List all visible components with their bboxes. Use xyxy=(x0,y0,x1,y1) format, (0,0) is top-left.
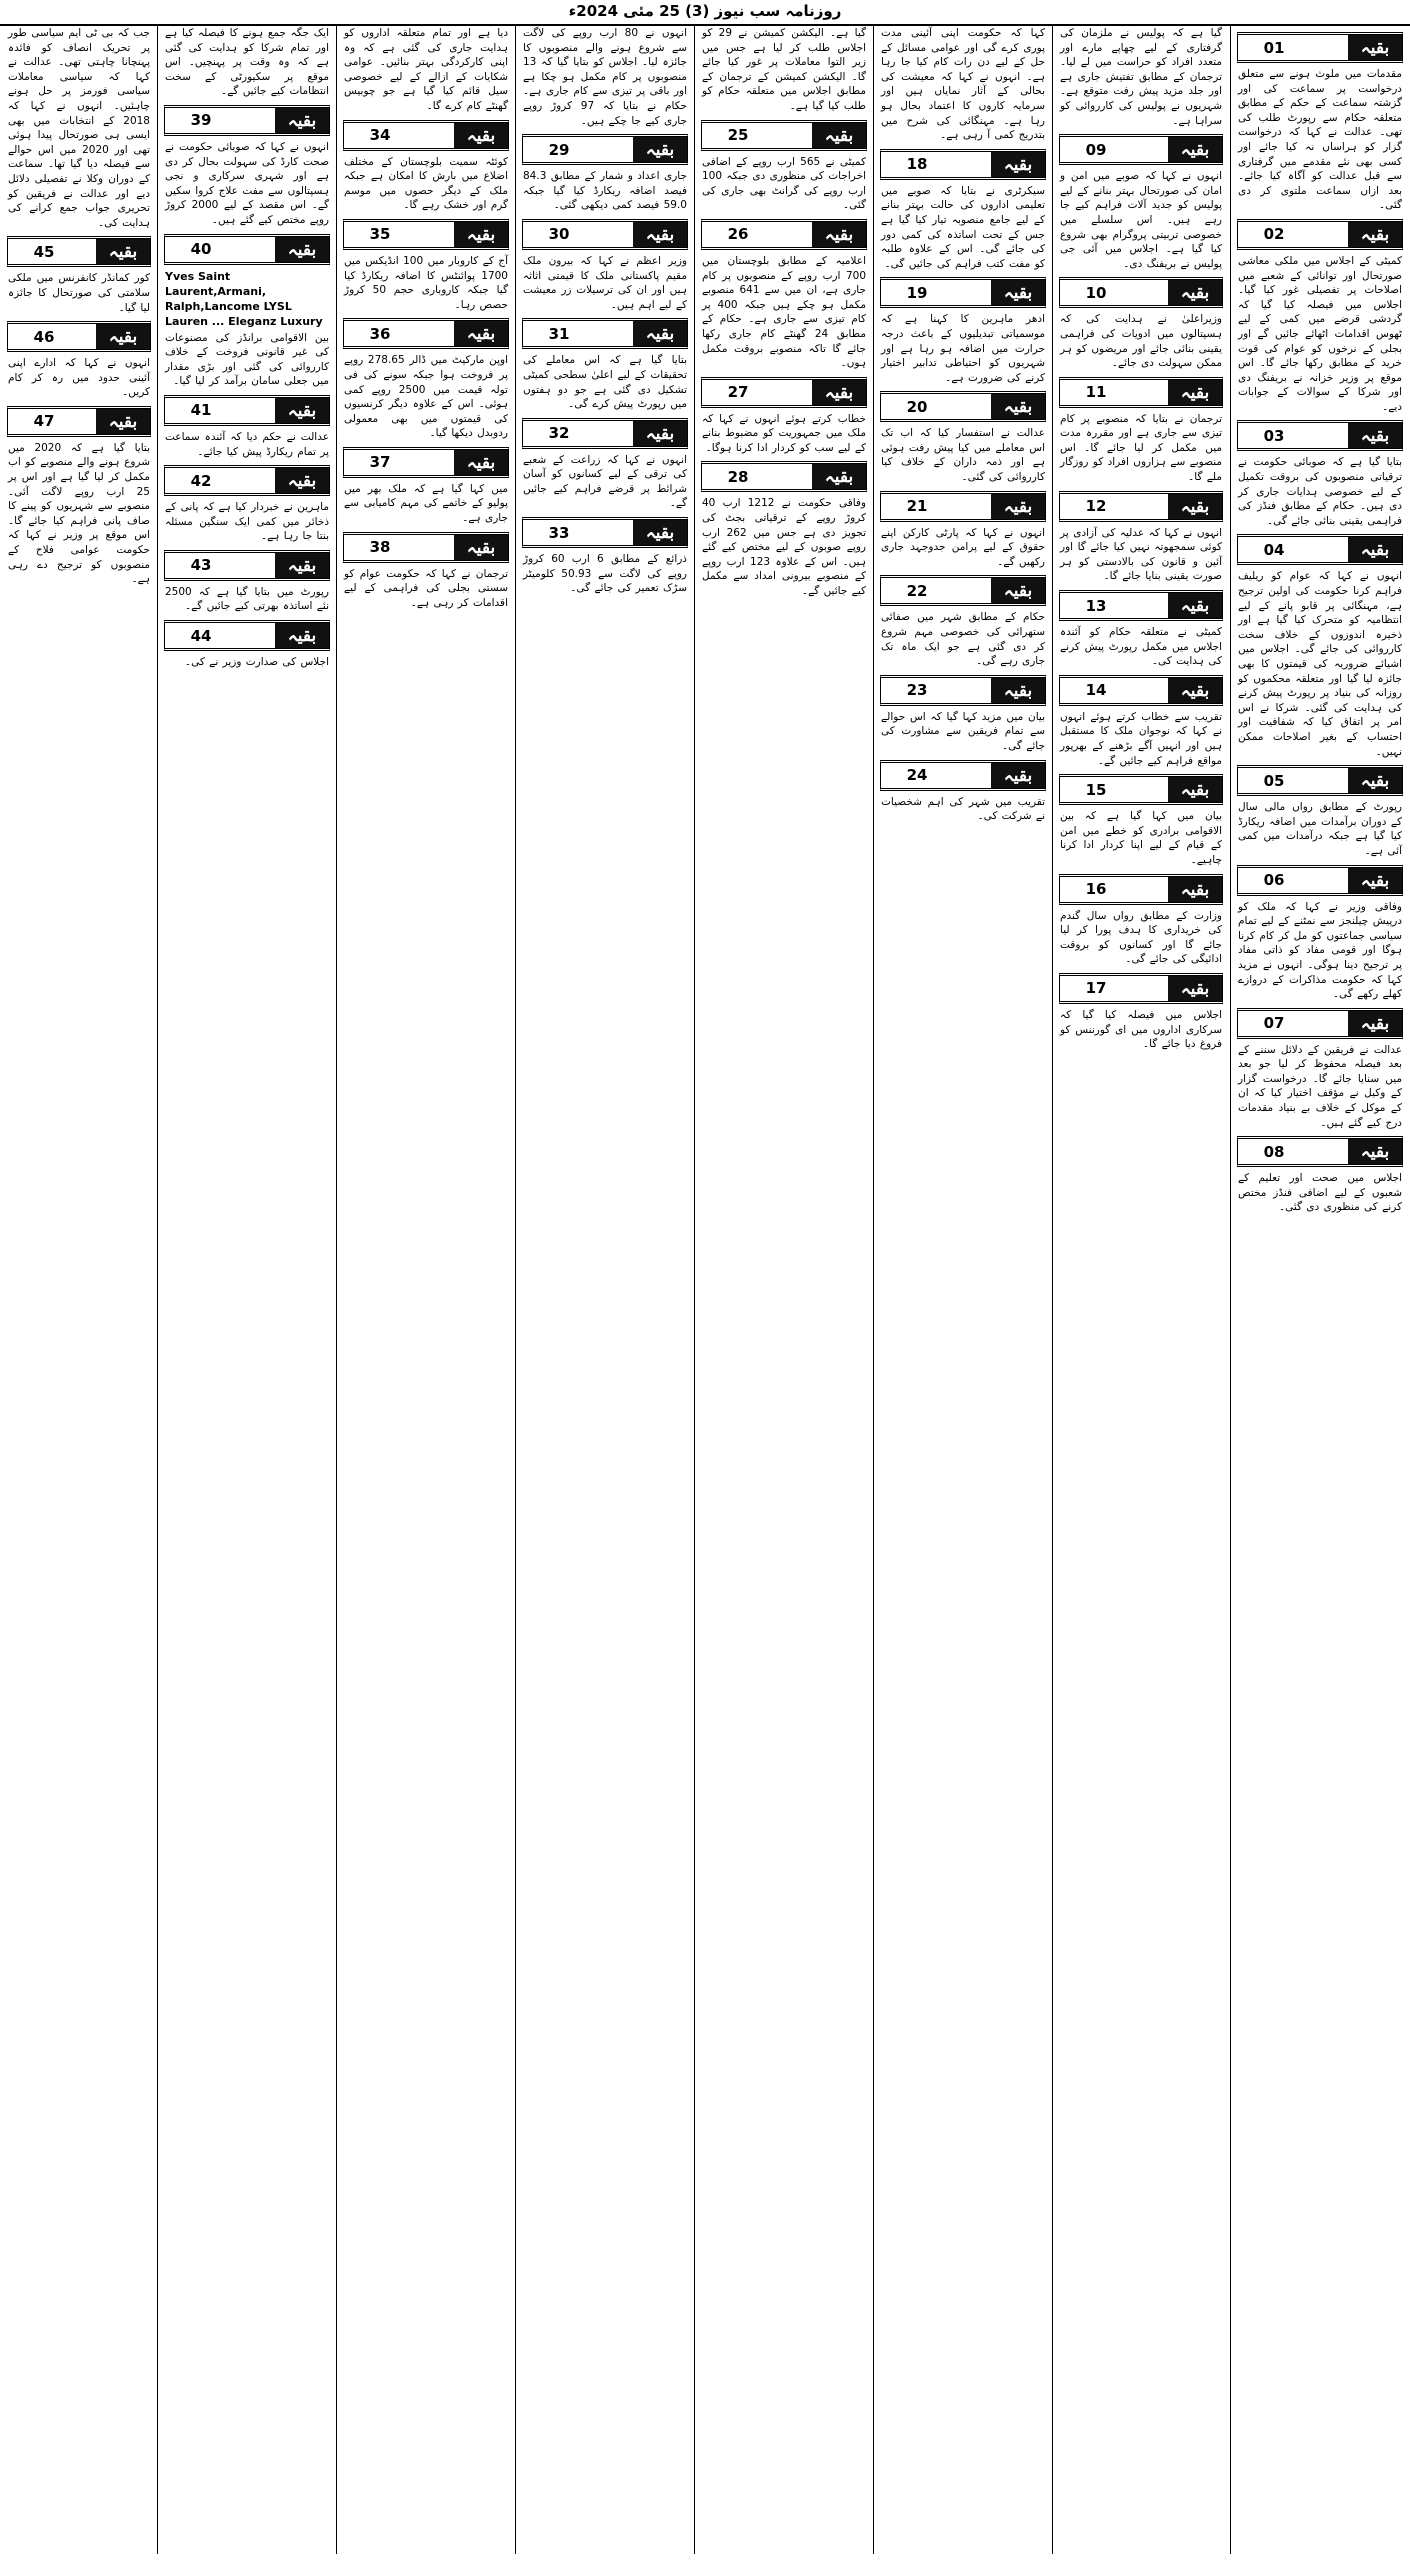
continuation-tag xyxy=(7,236,151,267)
continuation-label: بقیہ xyxy=(275,237,329,262)
article-text: جاری اعداد و شمار کے مطابق 84.3 فیصد اضافہ ریکارڈ کیا گیا جبکہ 59.0 فیصد کمی دیکھی گئی۔ xyxy=(523,170,687,212)
continuation-number: 31 xyxy=(548,324,570,343)
article-text: وفاقی وزیر نے کہا کہ ملک کو درپیش چیلنجز سے نمٹنے کے لیے تمام سیاسی جماعتوں کو مل کر کام کرنا ہوگا اور قومی مفاد کو ذاتی مفاد پر ترجیح دینا ہوگی۔ انہوں نے مزید کہا کہ حکومت مذاکرات کے دروازے کھلے رکھے گی۔ xyxy=(1238,900,1402,1001)
continuation-label: بقیہ xyxy=(991,678,1045,703)
article-text: وزارت کے مطابق رواں سال گندم کی خریداری کا ہدف پورا کر لیا جائے گا اور کسانوں کو بروقت ادائیگی کی جائے گی۔ xyxy=(1060,909,1222,966)
continuation-tag xyxy=(1237,32,1403,63)
continuation-tag xyxy=(1059,973,1223,1004)
article-text: سیکرٹری نے بتایا کہ صوبے میں تعلیمی اداروں کی حالت بہتر بنانے کے لیے جامع منصوبہ تیار کیا گیا ہے جس کے تحت اساتذہ کی کمی دور کی جائے گی۔ اس کے علاوہ طلبہ کو مفت کتب فراہم کی جائیں گی۔ xyxy=(881,184,1045,270)
continuation-tag xyxy=(164,234,330,265)
article-text: عدالت نے فریقین کے دلائل سننے کے بعد فیصلہ محفوظ کر لیا جو بعد میں سنایا جائے گا۔ درخواست گزار کے وکیل نے مؤقف اختیار کیا کہ ان کے موکل کے خلاف بے بنیاد مقدمات درج کیے گئے ہیں۔ xyxy=(1238,1043,1402,1129)
column-8 xyxy=(4,26,154,2554)
column-2 xyxy=(1056,26,1226,2554)
article-text: ذرائع کے مطابق 6 ارب 60 کروڑ روپے کی لاگت سے 50.93 کلومیٹر سڑک تعمیر کی جائے گی۔ xyxy=(523,553,687,595)
continuation-tag xyxy=(1059,675,1223,706)
column-divider xyxy=(873,26,874,2554)
continuation-label: بقیہ xyxy=(633,222,687,247)
continuation-number: 09 xyxy=(1085,140,1107,159)
continuation-number: 37 xyxy=(369,453,391,472)
continuation-tag xyxy=(522,318,688,349)
continuation-label: بقیہ xyxy=(96,409,150,434)
continuation-label: بقیہ xyxy=(1348,1139,1402,1164)
continuation-number: 15 xyxy=(1085,780,1107,799)
continuation-tag xyxy=(701,219,867,250)
article-text: کور کمانڈر کانفرنس میں ملکی سلامتی کی صورتحال کا جائزہ لیا گیا۔ xyxy=(8,272,150,314)
continuation-number: 12 xyxy=(1085,497,1107,516)
article-text: گیا ہے۔ الیکشن کمیشن نے 29 کو اجلاس طلب کر لیا ہے جس میں زیر التوا معاملات پر غور کیا جائے گا۔ الیکشن کمیشن کے ترجمان کے مطابق اجلاس میں متعلقہ حکام کو طلب کیا گیا ہے۔ xyxy=(702,27,866,112)
continuation-label: بقیہ xyxy=(454,222,508,247)
article-text: وزیراعلیٰ نے ہدایت کی کہ ہسپتالوں میں ادویات کی فراہمی یقینی بنائی جائے اور مریضوں کو ہر ممکن سہولت دی جائے۔ xyxy=(1060,313,1222,370)
continuation-tag xyxy=(880,491,1046,522)
article-text: کمیٹی کے اجلاس میں ملکی معاشی صورتحال اور توانائی کے شعبے میں اصلاحات پر تفصیلی غور کیا گیا۔ اجلاس میں فیصلہ کیا گیا کہ گردشی قرضے میں کمی کے لیے ٹھوس اقدامات اٹھائے جائیں گے اور بجلی کے نرخوں کو عوام کی قوت خرید کے مطابق رکھا جائے گا۔ اس موقع پر وزیر خزانہ نے بریفنگ دی اور شرکا کے سوالات کے جوابات دیے۔ xyxy=(1238,254,1402,413)
continuation-number: 42 xyxy=(190,471,212,490)
article-text: انہوں نے کہا کہ صوبے میں امن و امان کی صورتحال بہتر بنانے کے لیے پولیس کو جدید آلات فراہم کیے جا رہے ہیں۔ اس سلسلے میں خصوصی تربیتی پروگرام بھی شروع کیا گیا ہے۔ اجلاس میں آئی جی پولیس نے بریفنگ دی۔ xyxy=(1060,170,1222,270)
continuation-label: بقیہ xyxy=(633,321,687,346)
article-text: ترجمان نے کہا کہ حکومت عوام کو سستی بجلی کی فراہمی کے لیے اقدامات کر رہی ہے۔ xyxy=(344,567,508,609)
article-text: ایک جگہ جمع ہونے کا فیصلہ کیا ہے اور تمام شرکا کو ہدایت کی گئی ہے کہ وہ وقت پر پہنچیں۔ اس موقع پر سکیورٹی کے سخت انتظامات کیے جائیں گے۔ xyxy=(165,27,329,98)
continuation-label: بقیہ xyxy=(1168,678,1222,703)
continuation-label: بقیہ xyxy=(454,535,508,560)
article-text: ادھر ماہرین کا کہنا ہے کہ موسمیاتی تبدیلیوں کے باعث درجہ حرارت میں اضافہ ہو رہا ہے اور شہریوں کو احتیاطی تدابیر اختیار کرنے کی ضرورت ہے۔ xyxy=(881,313,1045,384)
column-4 xyxy=(698,26,870,2554)
continuation-label: بقیہ xyxy=(1348,35,1402,60)
continuation-tag xyxy=(1059,590,1223,621)
continuation-number: 45 xyxy=(33,242,55,261)
continuation-tag xyxy=(880,760,1046,791)
article-text: انہوں نے کہا کہ پارٹی کارکن اپنے حقوق کے لیے پرامن جدوجہد جاری رکھیں گے۔ xyxy=(881,526,1045,568)
continuation-number: 08 xyxy=(1263,1142,1285,1161)
column-divider xyxy=(515,26,516,2554)
continuation-label: بقیہ xyxy=(991,578,1045,603)
continuation-number: 33 xyxy=(548,523,570,542)
continuation-tag xyxy=(1237,219,1403,250)
continuation-number: 29 xyxy=(548,140,570,159)
article-text: عدالت نے استفسار کیا کہ اب تک اس معاملے میں کیا پیش رفت ہوئی ہے اور ذمہ داران کے خلاف کیا کارروائی کی گئی۔ xyxy=(881,427,1045,484)
continuation-number: 38 xyxy=(369,538,391,557)
continuation-tag xyxy=(1237,420,1403,451)
continuation-tag xyxy=(701,461,867,492)
continuation-number: 36 xyxy=(369,324,391,343)
column-divider xyxy=(694,26,695,2554)
continuation-number: 35 xyxy=(369,225,391,244)
article-text: بیان میں مزید کہا گیا کہ اس حوالے سے تمام فریقین سے مشاورت کی جائے گی۔ xyxy=(881,710,1045,752)
continuation-label: بقیہ xyxy=(96,239,150,264)
continuation-label: بقیہ xyxy=(991,494,1045,519)
article-text: آج کے کاروبار میں 100 انڈیکس میں 1700 پوائنٹس کا اضافہ ریکارڈ کیا گیا جبکہ کاروباری حجم 50 کروڑ حصص رہا۔ xyxy=(344,254,508,311)
continuation-label: بقیہ xyxy=(1168,777,1222,802)
article-text: بین الاقوامی برانڈز کی مصنوعات کی غیر قانونی فروخت کے خلاف کارروائی کی گئی اور بڑی مقدار میں جعلی سامان برآمد کر لیا گیا۔ xyxy=(165,331,329,388)
continuation-tag xyxy=(522,517,688,548)
continuation-label: بقیہ xyxy=(96,324,150,349)
continuation-label: بقیہ xyxy=(1168,593,1222,618)
continuation-number: 40 xyxy=(190,240,212,259)
column-5 xyxy=(519,26,691,2554)
continuation-number: 41 xyxy=(190,401,212,420)
continuation-label: بقیہ xyxy=(1348,1011,1402,1036)
article-text: انہوں نے کہا کہ ادارے اپنی آئینی حدود میں رہ کر کام کریں۔ xyxy=(8,357,150,399)
column-3 xyxy=(877,26,1049,2554)
continuation-number: 24 xyxy=(906,766,928,785)
continuation-label: بقیہ xyxy=(812,123,866,148)
continuation-number: 32 xyxy=(548,424,570,443)
continuation-label: بقیہ xyxy=(991,763,1045,788)
article-text: وزیر اعظم نے کہا کہ بیرون ملک مقیم پاکستانی ملک کا قیمتی اثاثہ ہیں اور ان کی ترسیلات زر معیشت کے لیے اہم ہیں۔ xyxy=(523,254,687,311)
continuation-number: 07 xyxy=(1263,1014,1285,1033)
article-text: مقدمات میں ملوث ہونے سے متعلق درخواست پر سماعت کی اور گزشتہ سماعت کے حکم کے مطابق متعلقہ حکام سے رپورٹ طلب کی تھی۔ عدالت نے کہا کہ درخواست گزار کو ہراساں نہ کیا جائے اور کسی بھی نئے مقدمے میں گرفتاری سے قبل عدالت کو آگاہ کیا جائے۔ بعد ازاں سماعت ملتوی کر دی گئی۔ xyxy=(1238,68,1402,212)
continuation-label: بقیہ xyxy=(991,394,1045,419)
column-divider xyxy=(336,26,337,2554)
article-text: بتایا گیا ہے کہ اس معاملے کی تحقیقات کے لیے اعلیٰ سطحی کمیٹی تشکیل دی گئی ہے جو دو ہفتوں میں رپورٹ پیش کرے گی۔ xyxy=(523,354,687,411)
continuation-number: 03 xyxy=(1263,426,1285,445)
article-text: ماہرین نے خبردار کیا ہے کہ پانی کے ذخائر میں کمی ایک سنگین مسئلہ بنتا جا رہا ہے۔ xyxy=(165,501,329,543)
continuation-tag xyxy=(1059,774,1223,805)
article-text: عدالت نے حکم دیا کہ آئندہ سماعت پر تمام ریکارڈ پیش کیا جائے۔ xyxy=(165,430,329,458)
continuation-number: 05 xyxy=(1263,771,1285,790)
column-6 xyxy=(340,26,512,2554)
continuation-number: 30 xyxy=(548,225,570,244)
article-text: اوپن مارکیٹ میں ڈالر 278.65 روپے پر فروخت ہوا جبکہ سونے کی فی تولہ قیمت میں 2500 روپے کمی ہوئی۔ اس کے علاوہ دیگر کرنسیوں کی قیمتوں میں بھی معمولی ردوبدل دیکھا گیا۔ xyxy=(344,354,509,440)
article-text: تقریب سے خطاب کرتے ہوئے انہوں نے کہا کہ نوجوان ملک کا مستقبل ہیں اور انہیں آگے بڑھنے کے بھرپور مواقع فراہم کیے جائیں گے۔ xyxy=(1060,710,1222,767)
continuation-number: 22 xyxy=(906,581,928,600)
continuation-number: 16 xyxy=(1085,880,1107,899)
article-text: انہوں نے کہا کہ عدلیہ کی آزادی پر کوئی سمجھوتہ نہیں کیا جائے گا اور آئین و قانون کی بالادستی کو ہر صورت یقینی بنایا جائے گا۔ xyxy=(1060,526,1222,583)
continuation-label: بقیہ xyxy=(991,280,1045,305)
continuation-tag xyxy=(1237,1008,1403,1039)
continuation-tag xyxy=(343,532,509,563)
continuation-tag xyxy=(701,377,867,408)
continuation-tag xyxy=(164,465,330,496)
continuation-number: 26 xyxy=(727,225,749,244)
article-text: کوئٹہ سمیت بلوچستان کے مختلف اضلاع میں بارش کا امکان ہے جبکہ ملک کے دیگر حصوں میں موسم گرم اور خشک رہے گا۔ xyxy=(344,155,508,212)
continuation-label: بقیہ xyxy=(812,380,866,405)
continuation-number: 21 xyxy=(906,497,928,516)
article-text: کمیٹی نے 565 ارب روپے کے اضافی اخراجات کی منظوری دی جبکہ 100 ارب روپے کی گرانٹ بھی جاری کی گئی۔ xyxy=(702,155,866,212)
continuation-number: 28 xyxy=(727,467,749,486)
continuation-tag xyxy=(522,219,688,250)
continuation-label: بقیہ xyxy=(812,222,866,247)
article-text: بتایا گیا ہے کہ صوبائی حکومت نے ترقیاتی منصوبوں کی بروقت تکمیل کے لیے خصوصی ہدایات جاری کر دی ہیں۔ حکام کے مطابق فنڈز کی فراہمی یقینی بنائی جائے گی۔ xyxy=(1238,456,1402,527)
continuation-tag xyxy=(880,675,1046,706)
article-text: بتایا گیا ہے کہ 2020 میں شروع ہونے والے منصوبے کو اب مکمل کر لیا گیا ہے اور اس پر 25 ارب روپے لاگت آئی۔ منصوبے سے شہریوں کو پینے کا صاف پانی فراہم کیا جائے گا۔ اس موقع پر وزیر نے کہا کہ حکومت عوامی فلاح کے منصوبوں کو ترجیح دے رہی ہے۔ xyxy=(8,441,150,586)
article-text: انہوں نے 80 ارب روپے کی لاگت سے شروع ہونے والے منصوبوں کا جائزہ لیا۔ اجلاس کو بتایا گیا کہ 13 منصوبوں پر کام مکمل ہو چکا ہے اور باقی پر تیزی سے کام جاری ہے۔ حکام نے بتایا کہ 97 کروڑ روپے جاری کیے جا چکے ہیں۔ xyxy=(523,27,687,127)
continuation-tag xyxy=(880,575,1046,606)
continuation-label: بقیہ xyxy=(1168,976,1222,1001)
column-divider xyxy=(1230,26,1231,2554)
continuation-tag xyxy=(701,120,867,151)
article-text: کہا کہ حکومت اپنی آئینی مدت پوری کرے گی اور عوامی مسائل کے حل کے لیے دن رات کام کیا جا رہا ہے۔ انہوں نے کہا کہ معیشت کی بحالی کے آثار نمایاں ہیں اور سرمایہ کاروں کا اعتماد بحال ہو رہا ہے۔ مہنگائی کی شرح میں بتدریج کمی آ رہی ہے۔ xyxy=(881,27,1045,142)
continuation-label: بقیہ xyxy=(1168,877,1222,902)
continuation-label: بقیہ xyxy=(275,623,329,648)
continuation-label: بقیہ xyxy=(454,123,508,148)
article-text: خطاب کرتے ہوئے انہوں نے کہا کہ ملک میں جمہوریت کو مضبوط بنانے کے لیے سب کو کردار ادا کرنا ہوگا۔ xyxy=(702,412,866,454)
continuation-tag xyxy=(1237,534,1403,565)
continuation-number: 14 xyxy=(1085,681,1107,700)
continuation-number: 34 xyxy=(369,126,391,145)
continuation-number: 43 xyxy=(190,556,212,575)
continuation-label: بقیہ xyxy=(275,398,329,423)
article-text: انہوں نے کہا کہ عوام کو ریلیف فراہم کرنا حکومت کی اولین ترجیح ہے، مہنگائی پر قابو پانے کے لیے انتظامیہ کو متحرک کیا گیا ہے اور ذخیرہ اندوزوں کے خلاف سخت کارروائی کی جائے گی۔ اجلاس میں اشیائے ضروریہ کی قیمتوں کا بھی جائزہ لیا گیا اور متعلقہ محکموں کو روزانہ کی بنیاد پر رپورٹ پیش کرنے کی ہدایت کی گئی۔ شرکا نے اس امر پر اتفاق کیا کہ شفافیت اور احتساب کے بغیر اصلاحات ممکن نہیں۔ xyxy=(1238,570,1402,758)
article-text: کمیٹی نے متعلقہ حکام کو آئندہ اجلاس میں مکمل رپورٹ پیش کرنے کی ہدایت کی۔ xyxy=(1060,626,1222,668)
article-text: بیان میں کہا گیا ہے کہ بین الاقوامی برادری کو خطے میں امن کے قیام کے لیے اپنا کردار ادا کرنا چاہیے۔ xyxy=(1060,810,1222,866)
page-header xyxy=(0,0,1410,26)
continuation-tag xyxy=(343,318,509,349)
article-text: دیا ہے اور تمام متعلقہ اداروں کو ہدایت جاری کی گئی ہے کہ وہ اپنی کارکردگی بہتر بنائیں۔ عوامی شکایات کے ازالے کے لیے خصوصی سیل قائم کیا گیا ہے جو چوبیس گھنٹے کام کرے گا۔ xyxy=(344,27,508,112)
article-text: جب کہ بی ٹی ایم سیاسی طور پر تحریک انصاف کو فائدہ پہنچانا چاہتی تھی۔ عدالت نے کہا کہ سیاسی معاملات سیاسی فورمز پر حل ہونے چاہئیں۔ انہوں نے کہا کہ 2018 کے انتخابات میں بھی ایسی ہی صورتحال پیدا ہوئی تھی اور 2020 میں اس حوالے سے فیصلہ دیا گیا تھا۔ سماعت کے دوران وکلا نے تفصیلی دلائل دیے اور عدالت نے فریقین کو تحریری جواب جمع کرانے کی ہدایت کی۔ xyxy=(8,27,151,229)
continuation-number: 06 xyxy=(1263,871,1285,890)
continuation-label: بقیہ xyxy=(1168,280,1222,305)
continuation-number: 46 xyxy=(33,327,55,346)
continuation-tag xyxy=(522,134,688,165)
article-text: انہوں نے کہا کہ صوبائی حکومت نے صحت کارڈ کی سہولت بحال کر دی ہے اور شہری سرکاری و نجی ہسپتالوں سے مفت علاج کروا سکیں گے۔ اس مقصد کے لیے 2000 کروڑ روپے مختص کیے گئے ہیں۔ xyxy=(165,140,330,226)
article-text: انہوں نے کہا کہ زراعت کے شعبے کی ترقی کے لیے کسانوں کو آسان شرائط پر قرضے فراہم کیے جائیں گے۔ xyxy=(523,453,687,510)
continuation-number: 10 xyxy=(1085,283,1107,302)
column-divider xyxy=(157,26,158,2554)
continuation-number: 04 xyxy=(1263,540,1285,559)
continuation-label: بقیہ xyxy=(633,137,687,162)
continuation-tag xyxy=(164,620,330,651)
continuation-label: بقیہ xyxy=(1348,868,1402,893)
article-text: تقریب میں شہر کی اہم شخصیات نے شرکت کی۔ xyxy=(881,795,1045,823)
continuation-number: 39 xyxy=(190,111,212,130)
continuation-tag xyxy=(880,391,1046,422)
continuation-label: بقیہ xyxy=(1348,423,1402,448)
continuation-tag xyxy=(343,219,509,250)
continuation-tag xyxy=(1059,277,1223,308)
continuation-number: 02 xyxy=(1263,225,1285,244)
article-text: اجلاس میں صحت اور تعلیم کے شعبوں کے لیے اضافی فنڈز مختص کرنے کی منظوری دی گئی۔ xyxy=(1238,1172,1402,1214)
continuation-number: 25 xyxy=(727,126,749,145)
continuation-tag xyxy=(164,105,330,136)
continuation-label: بقیہ xyxy=(1348,222,1402,247)
continuation-label: بقیہ xyxy=(1348,537,1402,562)
article-text: میں کہا گیا ہے کہ ملک بھر میں پولیو کے خاتمے کی مہم کامیابی سے جاری ہے۔ xyxy=(344,482,508,525)
column-1 xyxy=(1234,26,1406,2554)
article-text: حکام کے مطابق شہر میں صفائی ستھرائی کی خصوصی مہم شروع کر دی گئی ہے جو ایک ماہ تک جاری رہے گی۔ xyxy=(881,611,1045,668)
continuation-tag xyxy=(1059,874,1223,905)
continuation-label: بقیہ xyxy=(1348,768,1402,793)
article-text: اجلاس کی صدارت وزیر نے کی۔ xyxy=(184,656,329,669)
continuation-label: بقیہ xyxy=(812,464,866,489)
article-text: اجلاس میں فیصلہ کیا گیا کہ سرکاری اداروں میں ای گورننس کو فروغ دیا جائے گا۔ xyxy=(1060,1008,1222,1051)
continuation-number: 17 xyxy=(1085,979,1107,998)
continuation-tag xyxy=(1059,377,1223,408)
brand-names-text: Yves Saint Laurent,Armani, Ralph,Lancome LYSL Lauren ... Eleganz Luxury xyxy=(165,269,323,328)
article-text: ترجمان نے بتایا کہ منصوبے پر کام تیزی سے جاری ہے اور مقررہ مدت میں مکمل کر لیا جائے گا۔ اس منصوبے سے ہزاروں افراد کو روزگار ملے گا۔ xyxy=(1060,412,1222,484)
continuation-number: 44 xyxy=(190,626,212,645)
continuation-label: بقیہ xyxy=(454,321,508,346)
continuation-tag xyxy=(1237,865,1403,896)
continuation-label: بقیہ xyxy=(454,450,508,475)
continuation-tag xyxy=(880,149,1046,180)
continuation-number: 23 xyxy=(906,681,928,700)
article-text: رپورٹ میں بتایا گیا ہے کہ 2500 نئے اساتذہ بھرتی کیے جائیں گے۔ xyxy=(165,585,329,613)
continuation-tag xyxy=(343,447,509,478)
continuation-tag xyxy=(164,395,330,426)
continuation-label: بقیہ xyxy=(1168,494,1222,519)
continuation-label: بقیہ xyxy=(275,108,329,133)
continuation-number: 13 xyxy=(1085,596,1107,615)
continuation-number: 01 xyxy=(1263,38,1285,57)
article-text: اعلامیہ کے مطابق بلوچستان میں 700 ارب روپے کے منصوبوں پر کام جاری ہے، ان میں سے 641 منصوبے مکمل ہو چکے ہیں جبکہ 400 پر کام تیزی سے جاری ہے۔ حکام کے مطابق 24 گھنٹے کام جاری رکھا جائے گا تاکہ منصوبے بروقت مکمل ہوں۔ xyxy=(702,254,866,370)
continuation-tag xyxy=(1237,765,1403,796)
continuation-tag xyxy=(343,120,509,151)
continuation-tag xyxy=(1237,1136,1403,1167)
continuation-label: بقیہ xyxy=(1168,137,1222,162)
continuation-number: 47 xyxy=(33,412,55,431)
continuation-tag xyxy=(7,406,151,437)
continuation-tag xyxy=(7,321,151,352)
column-divider xyxy=(1052,26,1053,2554)
continuation-number: 20 xyxy=(906,397,928,416)
continuation-tag xyxy=(522,418,688,449)
continuation-tag xyxy=(880,277,1046,308)
article-text: وفاقی حکومت نے 1212 ارب 40 کروڑ روپے کے ترقیاتی بجٹ کی تجویز دی ہے جس میں 262 ارب روپے صوبوں کے لیے مختص کیے گئے ہیں۔ اس کے علاوہ 123 ارب روپے کے منصوبے بیرونی امداد سے مکمل کیے جائیں گے۔ xyxy=(702,497,866,598)
continuation-tag xyxy=(1059,134,1223,165)
continuation-label: بقیہ xyxy=(1168,380,1222,405)
continuation-label: بقیہ xyxy=(275,468,329,493)
continuation-number: 27 xyxy=(727,383,749,402)
column-7 xyxy=(161,26,333,2554)
continuation-number: 19 xyxy=(906,283,928,302)
continuation-tag xyxy=(1059,491,1223,522)
continuation-number: 11 xyxy=(1085,383,1107,402)
continuation-label: بقیہ xyxy=(633,520,687,545)
continuation-tag xyxy=(164,550,330,581)
continuation-number: 18 xyxy=(906,155,928,174)
article-text: گیا ہے کہ پولیس نے ملزمان کی گرفتاری کے لیے چھاپے مارے اور متعدد افراد کو حراست میں لے لیا۔ ترجمان کے مطابق تفتیش جاری ہے اور جلد مزید پیش رفت متوقع ہے۔ شہریوں نے پولیس کی کارروائی کو سراہا ہے۔ xyxy=(1060,27,1222,127)
page-header-title: روزنامہ سب نیوز (3) 25 مئی 2024ء xyxy=(568,2,842,20)
continuation-label: بقیہ xyxy=(633,421,687,446)
article-text: رپورٹ کے مطابق رواں مالی سال کے دوران برآمدات میں اضافہ ریکارڈ کیا گیا ہے جبکہ درآمدات میں کمی آئی ہے۔ xyxy=(1238,801,1402,857)
continuation-label: بقیہ xyxy=(991,152,1045,177)
continuation-label: بقیہ xyxy=(275,553,329,578)
